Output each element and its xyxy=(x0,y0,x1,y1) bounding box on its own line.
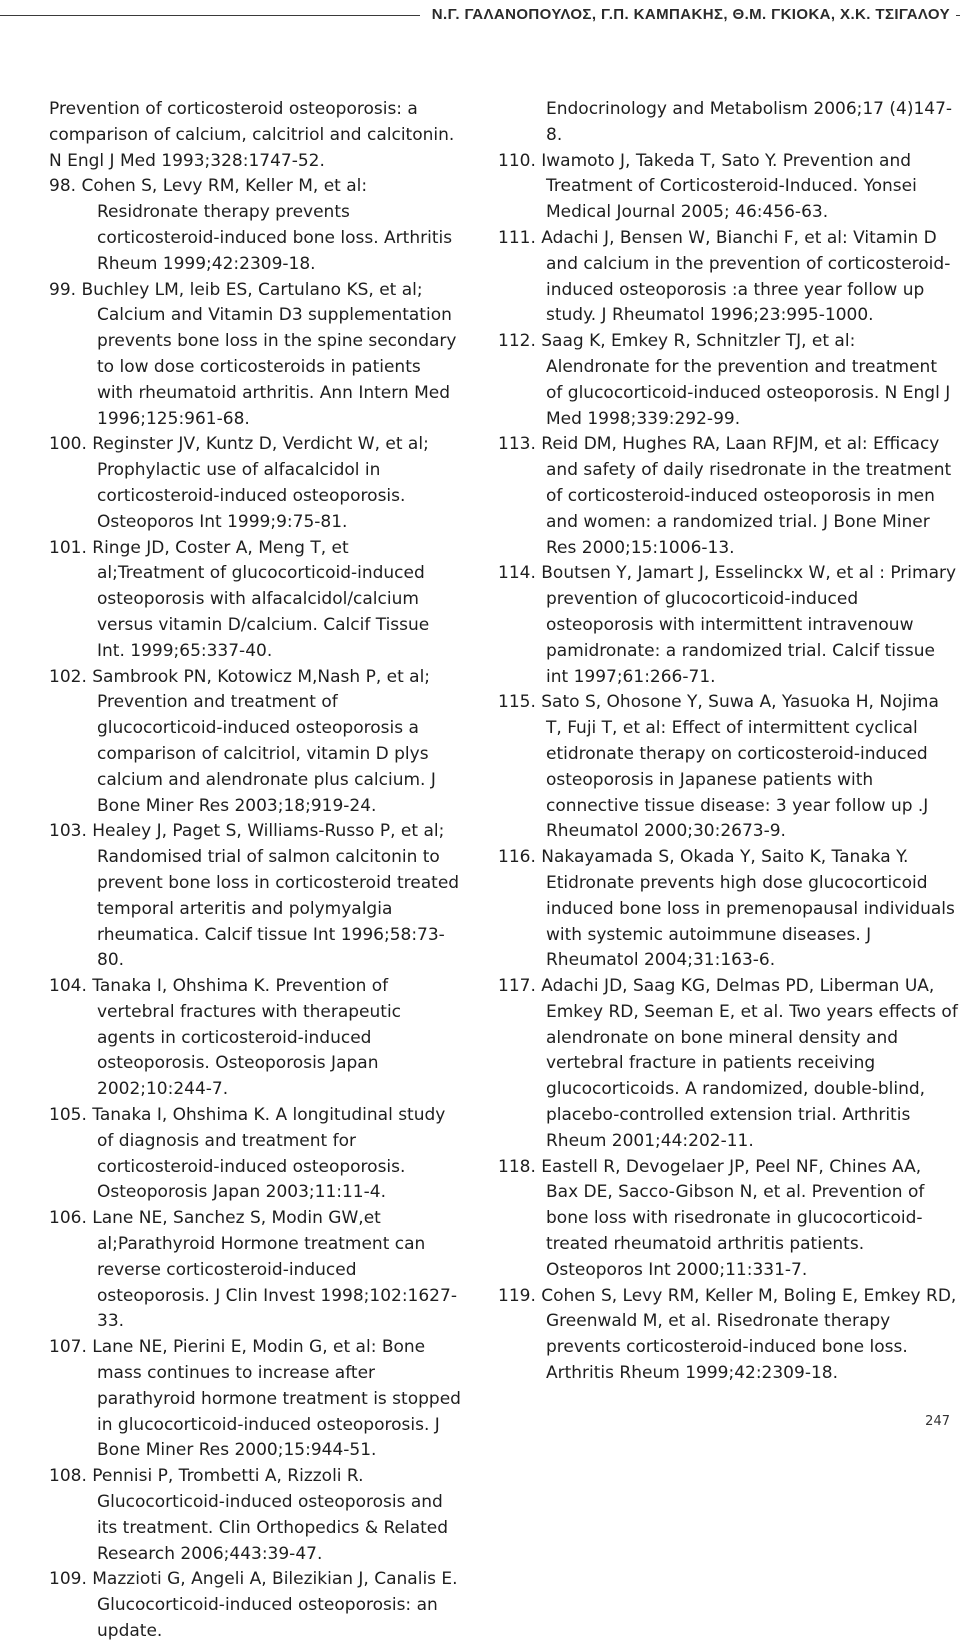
reference-text: Saag K, Emkey R, Schnitzler TJ, et al: Alendronate for the prevention and treatment of glucocorticoid-induced osteoporosis. N Engl J Med 1998;339:292-99. xyxy=(541,331,951,429)
reference-number: 109. xyxy=(49,1569,87,1590)
reference-number: 106. xyxy=(49,1208,87,1229)
reference-number: 108. xyxy=(49,1466,87,1487)
reference-text: Adachi J, Bensen W, Bianchi F, et al: Vitamin D and calcium in the prevention of corticosteroid-induced osteoporosis :a three year follow up study. J Rheumatol 1996;23:995-1000. xyxy=(541,227,951,326)
reference-number: 115. xyxy=(498,692,536,713)
reference-item xyxy=(49,1335,461,1464)
reference-text: Lane NE, Pierini E, Modin G, et al: Bone mass continues to increase after parathyroid hormone treatment is stopped in glucocorticoid-induced osteoporosis. J Bone Miner Res 2000;15:944-51. xyxy=(92,1337,461,1461)
reference-item xyxy=(49,819,461,974)
reference-number: 107. xyxy=(49,1337,87,1358)
reference-item xyxy=(49,278,461,433)
reference-text: Mazzioti G, Angeli A, Bilezikian J, Canalis E. Glucocorticoid-induced osteoporosis: an update. xyxy=(92,1569,458,1642)
reference-text: Buchley LM, leib ES, Cartulano KS, et al; Calcium and Vitamin D3 supplementation prevents bone loss in the spine secondary to low dose corticosteroids in patients with rheumatoid arthritis. Ann Intern Med 1996;125:961-68. xyxy=(81,279,457,429)
header-authors: Ν.Γ. ΓΑΛΑΝΟΠΟΥΛΟΣ, Γ.Π. ΚΑΜΠΑΚΗΣ, Θ.Μ. ΓΚΙΟΚΑ, Χ.Κ. ΤΣΙΓΑΛΟΥ xyxy=(420,4,956,26)
reference-text: Lane NE, Sanchez S, Modin GW,et al;Parathyroid Hormone treatment can reverse corticosteroid-induced osteoporosis. J Clin Invest 1998;102:1627-33. xyxy=(92,1208,457,1332)
reference-text: Pennisi P, Trombetti A, Rizzoli R. Glucocorticoid-induced osteoporosis and its treatment. Clin Orthopedics & Related Research 2006;443:39-47. xyxy=(92,1466,449,1564)
reference-item xyxy=(498,329,958,432)
reference-item xyxy=(49,1103,461,1206)
reference-number: 102. xyxy=(49,666,87,687)
reference-text: Boutsen Y, Jamart J, Esselinckx W, et al : Primary prevention of glucocorticoid-induced osteoporosis with intermittent intravenouw pamidronate: a randomized trial. Calcif tissue int 1997;61:266-71. xyxy=(541,563,957,687)
reference-text: Reginster JV, Kuntz D, Verdicht W, et al; Prophylactic use of alfacalcidol in corticosteroid-induced osteoporosis. Osteoporos Int 1999;9:75-81. xyxy=(92,434,429,532)
reference-number: 117. xyxy=(498,976,536,997)
reference-number: 105. xyxy=(49,1105,87,1126)
reference-text: Cohen S, Levy RM, Keller M, et al: Residronate therapy prevents corticosteroid-induced bone loss. Arthritis Rheum 1999;42:2309-18. xyxy=(81,176,453,274)
reference-item xyxy=(49,174,461,277)
reference-number: 113. xyxy=(498,434,536,455)
reference-item xyxy=(498,561,958,690)
reference-text: Sato S, Ohosone Y, Suwa A, Yasuoka H, Nojima T, Fuji T, et al: Effect of intermittent cyclical etidronate therapy on corticosteroid-induced osteoporosis in Japanese patients with connective tissue disease: 3 year follow up .J Rheumatol 2000;30:2673-9. xyxy=(541,692,939,842)
reference-text: Healey J, Paget S, Williams-Russo P, et al; Randomised trial of salmon calcitonin to prevent bone loss in corticosteroid treated temporal arteritis and polymyalgia rheumatica. Calcif tissue Int 1996;58:73-80. xyxy=(92,821,460,971)
reference-number: 114. xyxy=(498,563,536,584)
reference-item xyxy=(49,1464,461,1567)
reference-number: 101. xyxy=(49,537,87,558)
reference-number: 118. xyxy=(498,1156,536,1177)
reference-text: Sambrook PN, Kotowicz M,Nash P, et al; Prevention and treatment of glucocorticoid-induced osteoporosis a comparison of calcitriol, vitamin D plys calcium and alendronate plus calcium. J Bone Miner Res 2003;18;919-24. xyxy=(92,666,436,816)
reference-number: 103. xyxy=(49,821,87,842)
page-number: 247 xyxy=(925,1414,950,1429)
reference-number: 104. xyxy=(49,976,87,997)
running-header xyxy=(0,4,960,28)
reference-text: Iwamoto J, Takeda T, Sato Y. Prevention and Treatment of Corticosteroid-Induced. Yonsei Medical Journal 2005; 46:456-63. xyxy=(541,150,917,223)
reference-text: Reid DM, Hughes RA, Laan RFJM, et al: Efficacy and safety of daily risedronate in the treatment of corticosteroid-induced osteoporosis in men and women: a randomized trial. J Bone Miner Res 2000;15:1006-13. xyxy=(541,434,952,558)
reference-continuation: Endocrinology and Metabolism 2006;17 (4)147-8. xyxy=(546,99,953,145)
reference-number: 116. xyxy=(498,847,536,868)
reference-number: 112. xyxy=(498,331,536,352)
reference-item xyxy=(498,974,958,1155)
reference-text: Tanaka I, Ohshima K. A longitudinal study of diagnosis and treatment for corticosteroid-induced osteoporosis. Osteoporosis Japan 2003;11:11-4. xyxy=(92,1105,446,1203)
reference-continuation: Prevention of corticosteroid osteoporosis: a comparison of calcium, calcitriol and calcitonin. N Engl J Med 1993;328:1747-52. xyxy=(49,99,455,171)
reference-item xyxy=(498,690,958,845)
reference-item xyxy=(49,665,461,820)
reference-item xyxy=(49,974,461,1103)
reference-item xyxy=(498,226,958,329)
reference-text: Ringe JD, Coster A, Meng T, et al;Treatment of glucocorticoid-induced osteoporosis with alfacalcidol/calcium versus vitamin D/calcium. Calcif Tissue Int. 1999;65:337-40. xyxy=(92,537,430,661)
reference-item xyxy=(49,536,461,665)
reference-item xyxy=(49,1567,461,1644)
reference-item xyxy=(498,149,958,226)
reference-number: 111. xyxy=(498,227,536,248)
reference-number: 110. xyxy=(498,150,536,171)
reference-number: 99. xyxy=(49,279,77,300)
reference-item xyxy=(498,1155,958,1284)
reference-item xyxy=(498,432,958,561)
reference-number: 119. xyxy=(498,1285,536,1306)
right-column xyxy=(498,97,958,1387)
reference-text: Tanaka I, Ohshima K. Prevention of vertebral fractures with therapeutic agents in corticosteroid-induced osteoporosis. Osteoporosis Japan 2002;10:244-7. xyxy=(92,976,402,1100)
reference-text: Nakayamada S, Okada Y, Saito K, Tanaka Y. Etidronate prevents high dose glucocorticoid induced bone loss in premenopausal individuals with systemic autoimmune diseases. J Rheumatol 2004;31:163-6. xyxy=(541,847,955,971)
reference-item xyxy=(49,432,461,535)
reference-number: 98. xyxy=(49,176,77,197)
reference-item xyxy=(498,1284,958,1387)
reference-text: Adachi JD, Saag KG, Delmas PD, Liberman UA, Emkey RD, Seeman E, et al. Two years effects of alendronate on bone mineral density and vertebral fracture in patients receiving glucocorticoids. A randomized, double-blind, placebo-controlled extension trial. Arthritis Rheum 2001;44:202-11. xyxy=(541,976,958,1151)
left-column xyxy=(49,97,461,1645)
reference-item xyxy=(49,1206,461,1335)
reference-item xyxy=(498,845,958,974)
reference-text: Eastell R, Devogelaer JP, Peel NF, Chines AA, Bax DE, Sacco-Gibson N, et al. Prevention of bone loss with risedronate in glucocorticoid-treated rheumatoid arthritis patients. Osteoporos Int 2000;11:331-7. xyxy=(541,1156,925,1280)
reference-text: Cohen S, Levy RM, Keller M, Boling E, Emkey RD, Greenwald M, et al. Risedronate therapy prevents corticosteroid-induced bone loss. Arthritis Rheum 1999;42:2309-18. xyxy=(541,1285,957,1384)
reference-number: 100. xyxy=(49,434,87,455)
